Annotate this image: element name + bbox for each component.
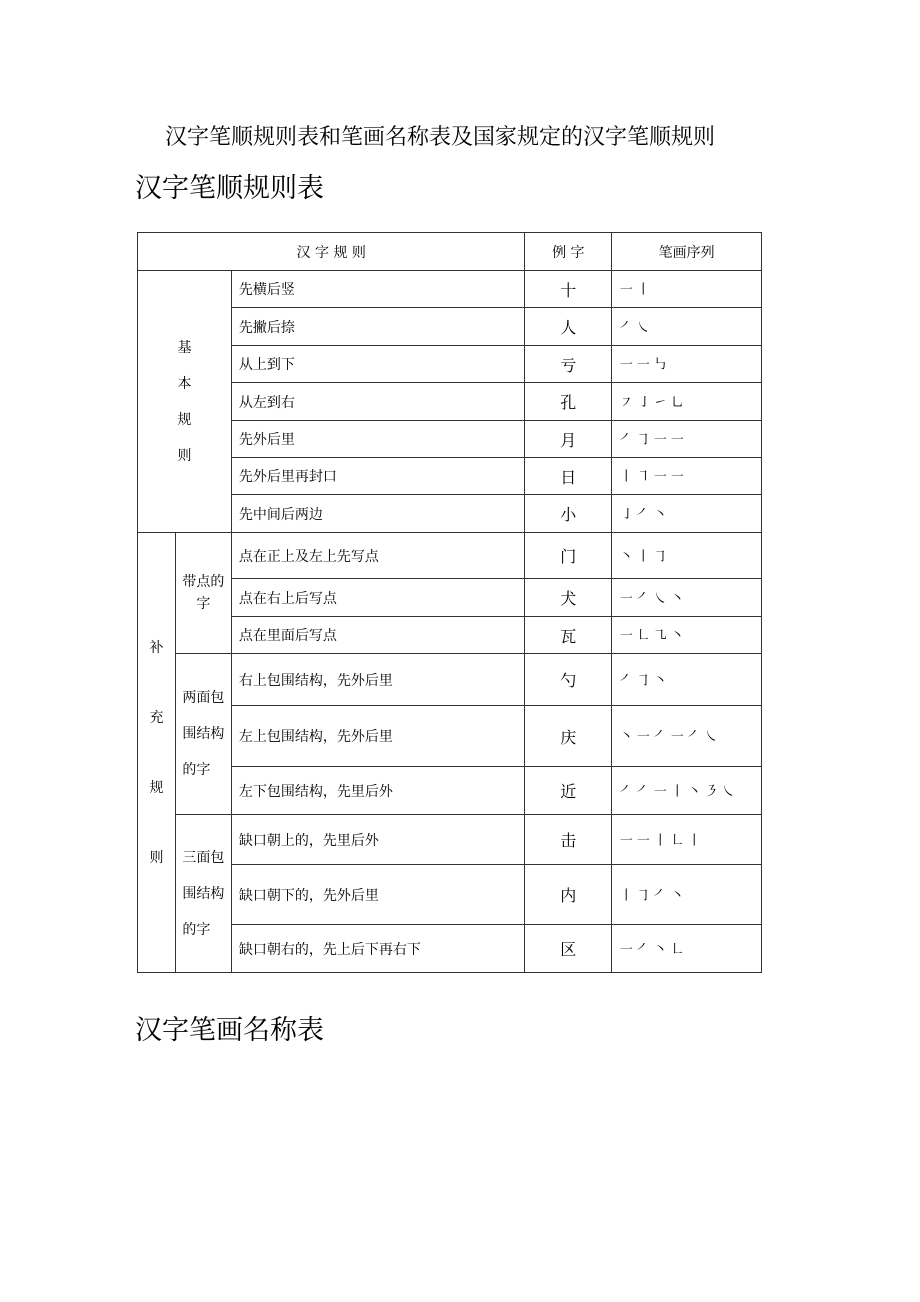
strokes-cell: ㇐㇐㇉ xyxy=(612,346,762,383)
strokes-cell: ㇔㇐㇒㇐㇒㇏ xyxy=(612,706,762,767)
rule-cell: 缺口朝下的，先外后里 xyxy=(231,865,524,925)
example-cell: 庆 xyxy=(525,706,612,767)
rule-cell: 左上包围结构，先外后里 xyxy=(231,706,524,767)
header-example: 例 字 xyxy=(525,233,612,271)
rule-cell: 先外后里 xyxy=(231,421,524,458)
strokes-cell: ㇒㇒㇐㇑㇔㇋㇏ xyxy=(612,767,762,815)
strokes-cell: ㇑㇆㇒㇔ xyxy=(612,865,762,925)
rule-cell: 缺口朝上的，先里后外 xyxy=(231,815,524,865)
example-cell: 击 xyxy=(525,815,612,865)
stroke-order-table xyxy=(137,232,762,973)
subgroup-label: 带点的字 xyxy=(182,574,225,612)
table-row xyxy=(138,383,762,421)
example-cell: 孔 xyxy=(525,383,612,421)
example-cell: 勺 xyxy=(525,654,612,706)
example-cell: 内 xyxy=(525,865,612,925)
rule-cell: 先撇后捺 xyxy=(231,308,524,346)
rule-cell: 先外后里再封口 xyxy=(231,458,524,495)
strokes-cell: ㇒㇆㇔ xyxy=(612,654,762,706)
supplement-rules-group xyxy=(138,533,176,973)
section-heading-stroke-order: 汉字笔顺规则表 xyxy=(135,173,324,204)
strokes-cell: ㇐㇑ xyxy=(612,271,762,308)
rule-cell: 右上包围结构，先外后里 xyxy=(231,654,524,706)
supplement-rules-label: 补充规则 xyxy=(149,639,164,866)
table-row xyxy=(138,421,762,458)
subgroup-label: 两面包围结构的字 xyxy=(182,690,225,778)
table-row xyxy=(138,346,762,383)
table-row xyxy=(138,865,762,925)
strokes-cell: ㇒㇏ xyxy=(612,308,762,346)
subgroup-label-cell xyxy=(175,654,231,815)
header-strokes: 笔画序列 xyxy=(612,233,762,271)
strokes-cell: ㇔㇑㇆ xyxy=(612,533,762,579)
table-row xyxy=(138,495,762,533)
strokes-cell: ㇇㇚㇀㇟ xyxy=(612,383,762,421)
rule-cell: 先横后竖 xyxy=(231,271,524,308)
table-row xyxy=(138,308,762,346)
example-cell: 犬 xyxy=(525,579,612,617)
example-cell: 人 xyxy=(525,308,612,346)
example-cell: 日 xyxy=(525,458,612,495)
subgroup-label: 三面包围结构的字 xyxy=(182,849,225,938)
table-row xyxy=(138,706,762,767)
table-row xyxy=(138,579,762,617)
rule-cell: 点在里面后写点 xyxy=(231,617,524,654)
strokes-cell: ㇐㇒㇔㇗ xyxy=(612,925,762,973)
basic-rules-group xyxy=(138,271,232,533)
strokes-cell: ㇐㇗㇈㇔ xyxy=(612,617,762,654)
table-row xyxy=(138,767,762,815)
table-row xyxy=(138,617,762,654)
strokes-cell: ㇒㇆㇐㇐ xyxy=(612,421,762,458)
rule-cell: 缺口朝右的，先上后下再右下 xyxy=(231,925,524,973)
document-title: 汉字笔顺规则表和笔画名称表及国家规定的汉字笔顺规则 xyxy=(165,125,716,150)
example-cell: 区 xyxy=(525,925,612,973)
example-cell: 月 xyxy=(525,421,612,458)
table-row xyxy=(138,533,762,579)
strokes-cell: ㇚㇒㇔ xyxy=(612,495,762,533)
table-row xyxy=(138,815,762,865)
example-cell: 瓦 xyxy=(525,617,612,654)
rule-cell: 点在正上及左上先写点 xyxy=(231,533,524,579)
section-heading-stroke-names: 汉字笔画名称表 xyxy=(135,1015,324,1046)
strokes-cell: ㇑㇕㇐㇐ xyxy=(612,458,762,495)
strokes-cell: ㇐㇐㇑㇗㇑ xyxy=(612,815,762,865)
example-cell: 近 xyxy=(525,767,612,815)
example-cell: 亏 xyxy=(525,346,612,383)
rule-cell: 左下包围结构，先里后外 xyxy=(231,767,524,815)
table-row xyxy=(138,271,762,308)
table-row xyxy=(138,458,762,495)
rule-cell: 从左到右 xyxy=(231,383,524,421)
basic-rules-label: 基本规则 xyxy=(177,339,192,464)
strokes-cell: ㇐㇒㇏㇔ xyxy=(612,579,762,617)
header-rule: 汉 字 规 则 xyxy=(138,233,525,271)
example-cell: 十 xyxy=(525,271,612,308)
table-header-row xyxy=(138,233,762,271)
table-row xyxy=(138,654,762,706)
rule-cell: 从上到下 xyxy=(231,346,524,383)
rule-cell: 先中间后两边 xyxy=(231,495,524,533)
rule-cell: 点在右上后写点 xyxy=(231,579,524,617)
example-cell: 门 xyxy=(525,533,612,579)
subgroup-label-cell xyxy=(175,533,231,654)
subgroup-label-cell xyxy=(175,815,231,973)
example-cell: 小 xyxy=(525,495,612,533)
table-row xyxy=(138,925,762,973)
